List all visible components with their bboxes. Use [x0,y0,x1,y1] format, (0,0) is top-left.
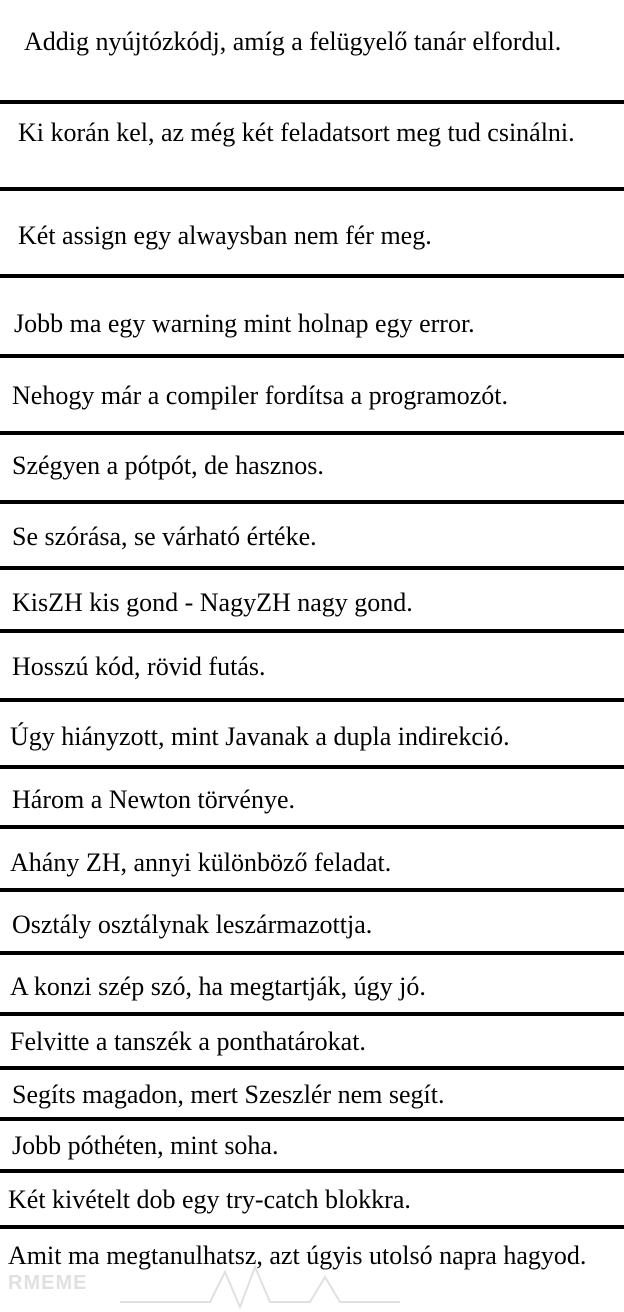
saying-text: KisZH kis gond - NagyZH nagy gond. [12,588,413,617]
row-divider [0,100,624,104]
row-divider [0,888,624,892]
saying-text: Se szórása, se várható értéke. [12,522,317,551]
saying-text: Három a Newton törvénye. [12,785,296,814]
saying-text: Úgy hiányzott, mint Javanak a dupla indirekció. [10,722,510,751]
watermark-text: RMEME [8,1272,88,1294]
saying-text: Nehogy már a compiler fordítsa a programozót. [12,381,508,410]
row-divider [0,1066,624,1070]
row-divider [0,629,624,633]
row-divider [0,765,624,769]
row-divider [0,1225,624,1229]
saying-text: Jobb ma egy warning mint holnap egy error. [14,309,475,338]
saying-text: Amit ma megtanulhatsz, azt úgyis utolsó napra hagyod. [8,1241,587,1270]
saying-text: Ki korán kel, az még két feladatsort meg tud csinálni. [18,118,575,147]
row-divider [0,951,624,955]
saying-text: Segíts magadon, mert Szeszlér nem segít. [12,1080,445,1109]
row-divider [0,1012,624,1016]
saying-text: Felvitte a tanszék a ponthatárokat. [10,1027,366,1056]
row-divider [0,500,624,504]
row-divider [0,354,624,358]
saying-text: Jobb póthéten, mint soha. [12,1131,279,1160]
saying-text: Hosszú kód, rövid futás. [12,652,266,681]
row-divider [0,1117,624,1121]
saying-text: Ahány ZH, annyi különböző feladat. [10,848,392,877]
watermark-heartbeat-graphic [120,1262,400,1312]
saying-text: Két kivételt dob egy try-catch blokkra. [8,1185,411,1214]
row-divider [0,566,624,570]
row-divider [0,187,624,191]
saying-text: Szégyen a pótpót, de hasznos. [12,451,324,480]
row-divider [0,1169,624,1173]
saying-text: Osztály osztálynak leszármazottja. [12,910,373,939]
row-divider [0,274,624,278]
row-divider [0,431,624,435]
saying-text: Két assign egy alwaysban nem fér meg. [18,221,432,250]
saying-text: Addig nyújtózkódj, amíg a felügyelő tanár elfordul. [24,27,562,56]
saying-text: A konzi szép szó, ha megtartják, úgy jó. [10,972,426,1001]
row-divider [0,825,624,829]
row-divider [0,698,624,702]
